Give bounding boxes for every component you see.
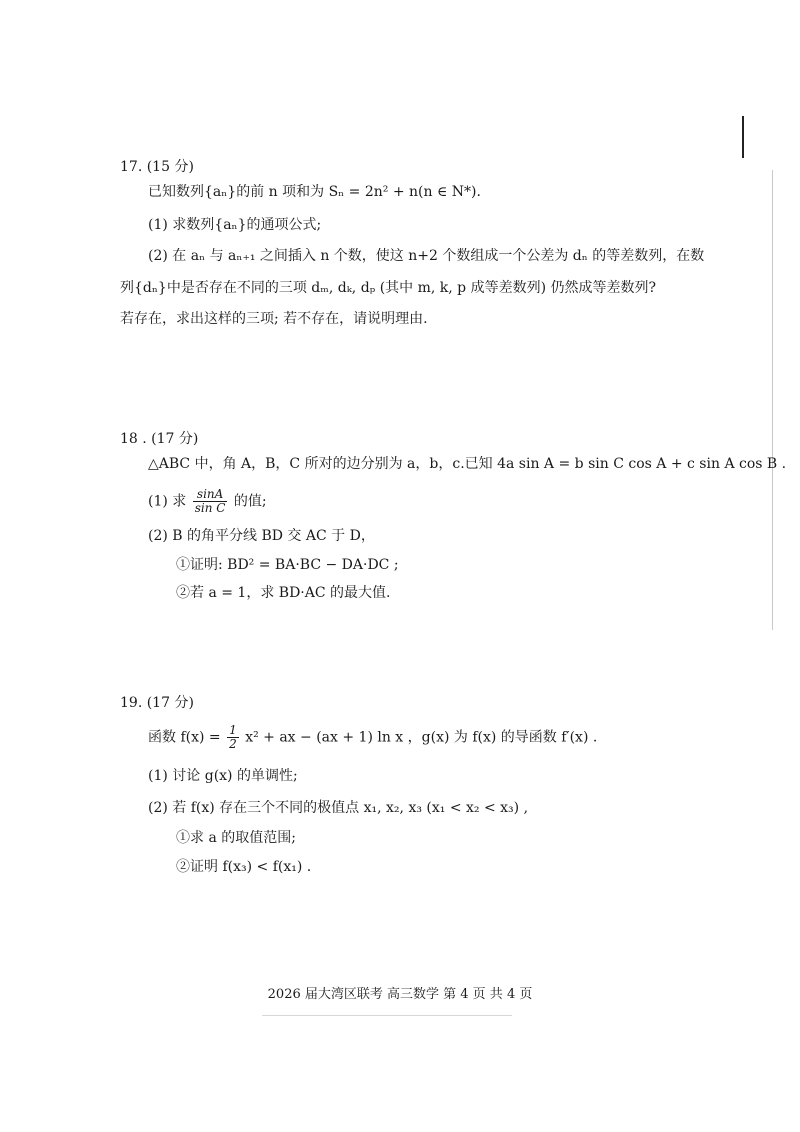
q19-fraction-denominator: 2: [229, 737, 237, 751]
q19-half-fraction: [227, 724, 239, 751]
scan-edge-line: [772, 170, 773, 630]
q19-stem: [148, 724, 597, 751]
q19-stem-suffix: x² + ax − (ax + 1) ln x ，g(x) 为 f(x) 的导函数 f′(x) .: [245, 729, 598, 746]
q19-part2-sub2: ②证明 f(x₃) < f(x₁) .: [176, 859, 312, 875]
q19-fraction-numerator: 1: [229, 723, 237, 737]
q19-heading: 19. (17 分): [120, 695, 194, 711]
q19-part1: (1) 讨论 g(x) 的单调性;: [148, 768, 298, 784]
q17-part1: (1) 求数列{aₙ}的通项公式;: [148, 217, 322, 233]
q18-part1-suffix: 的值;: [233, 493, 267, 510]
q17-stem: 已知数列{aₙ}的前 n 项和为 Sₙ = 2n² + n(n ∈ N*).: [148, 184, 481, 200]
q19-stem-prefix: 函数 f(x) =: [148, 729, 221, 746]
scan-edge-mark: [742, 116, 744, 158]
q17-part2-line2: 列{dₙ}中是否存在不同的三项 dₘ, dₖ, dₚ (其中 m, k, p 成等差数列) 仍然成等差数列?: [120, 280, 657, 296]
q18-stem: △ABC 中，角 A，B，C 所对的边分别为 a，b，c.已知 4a sin A = b sin C cos A + c sin A cos B .: [148, 456, 787, 472]
q18-part1-prefix: (1) 求: [148, 493, 187, 510]
q18-part2-sub2: ②若 a = 1，求 BD·AC 的最大值.: [176, 585, 391, 601]
q18-fraction-denominator: sin C: [194, 501, 226, 515]
q19-part2-sub1: ①求 a 的取值范围;: [176, 830, 296, 846]
q19-part2: (2) 若 f(x) 存在三个不同的极值点 x₁, x₂, x₃ (x₁ < x₂ < x₃) ,: [148, 800, 529, 816]
q18-fraction-numerator: sinA: [193, 488, 228, 502]
q18-part1: [148, 488, 267, 515]
page-footer: 2026 届大湾区联考 高三数学 第 4 页 共 4 页: [267, 987, 533, 1002]
q18-part2-sub1: ①证明: BD² = BA·BC − DA·DC ;: [176, 557, 399, 573]
q18-ratio-fraction: [193, 488, 228, 515]
q17-part2-line1: (2) 在 aₙ 与 aₙ₊₁ 之间插入 n 个数，使这 n+2 个数组成一个公差为 dₙ 的等差数列，在数: [148, 248, 705, 264]
q17-part2-line3: 若存在，求出这样的三项; 若不存在，请说明理由.: [120, 311, 428, 327]
q18-heading: 18 . (17 分): [120, 431, 199, 447]
q18-part2: (2) B 的角平分线 BD 交 AC 于 D，: [148, 528, 375, 544]
q17-heading: 17. (15 分): [120, 159, 194, 175]
footer-divider: [262, 1015, 512, 1016]
